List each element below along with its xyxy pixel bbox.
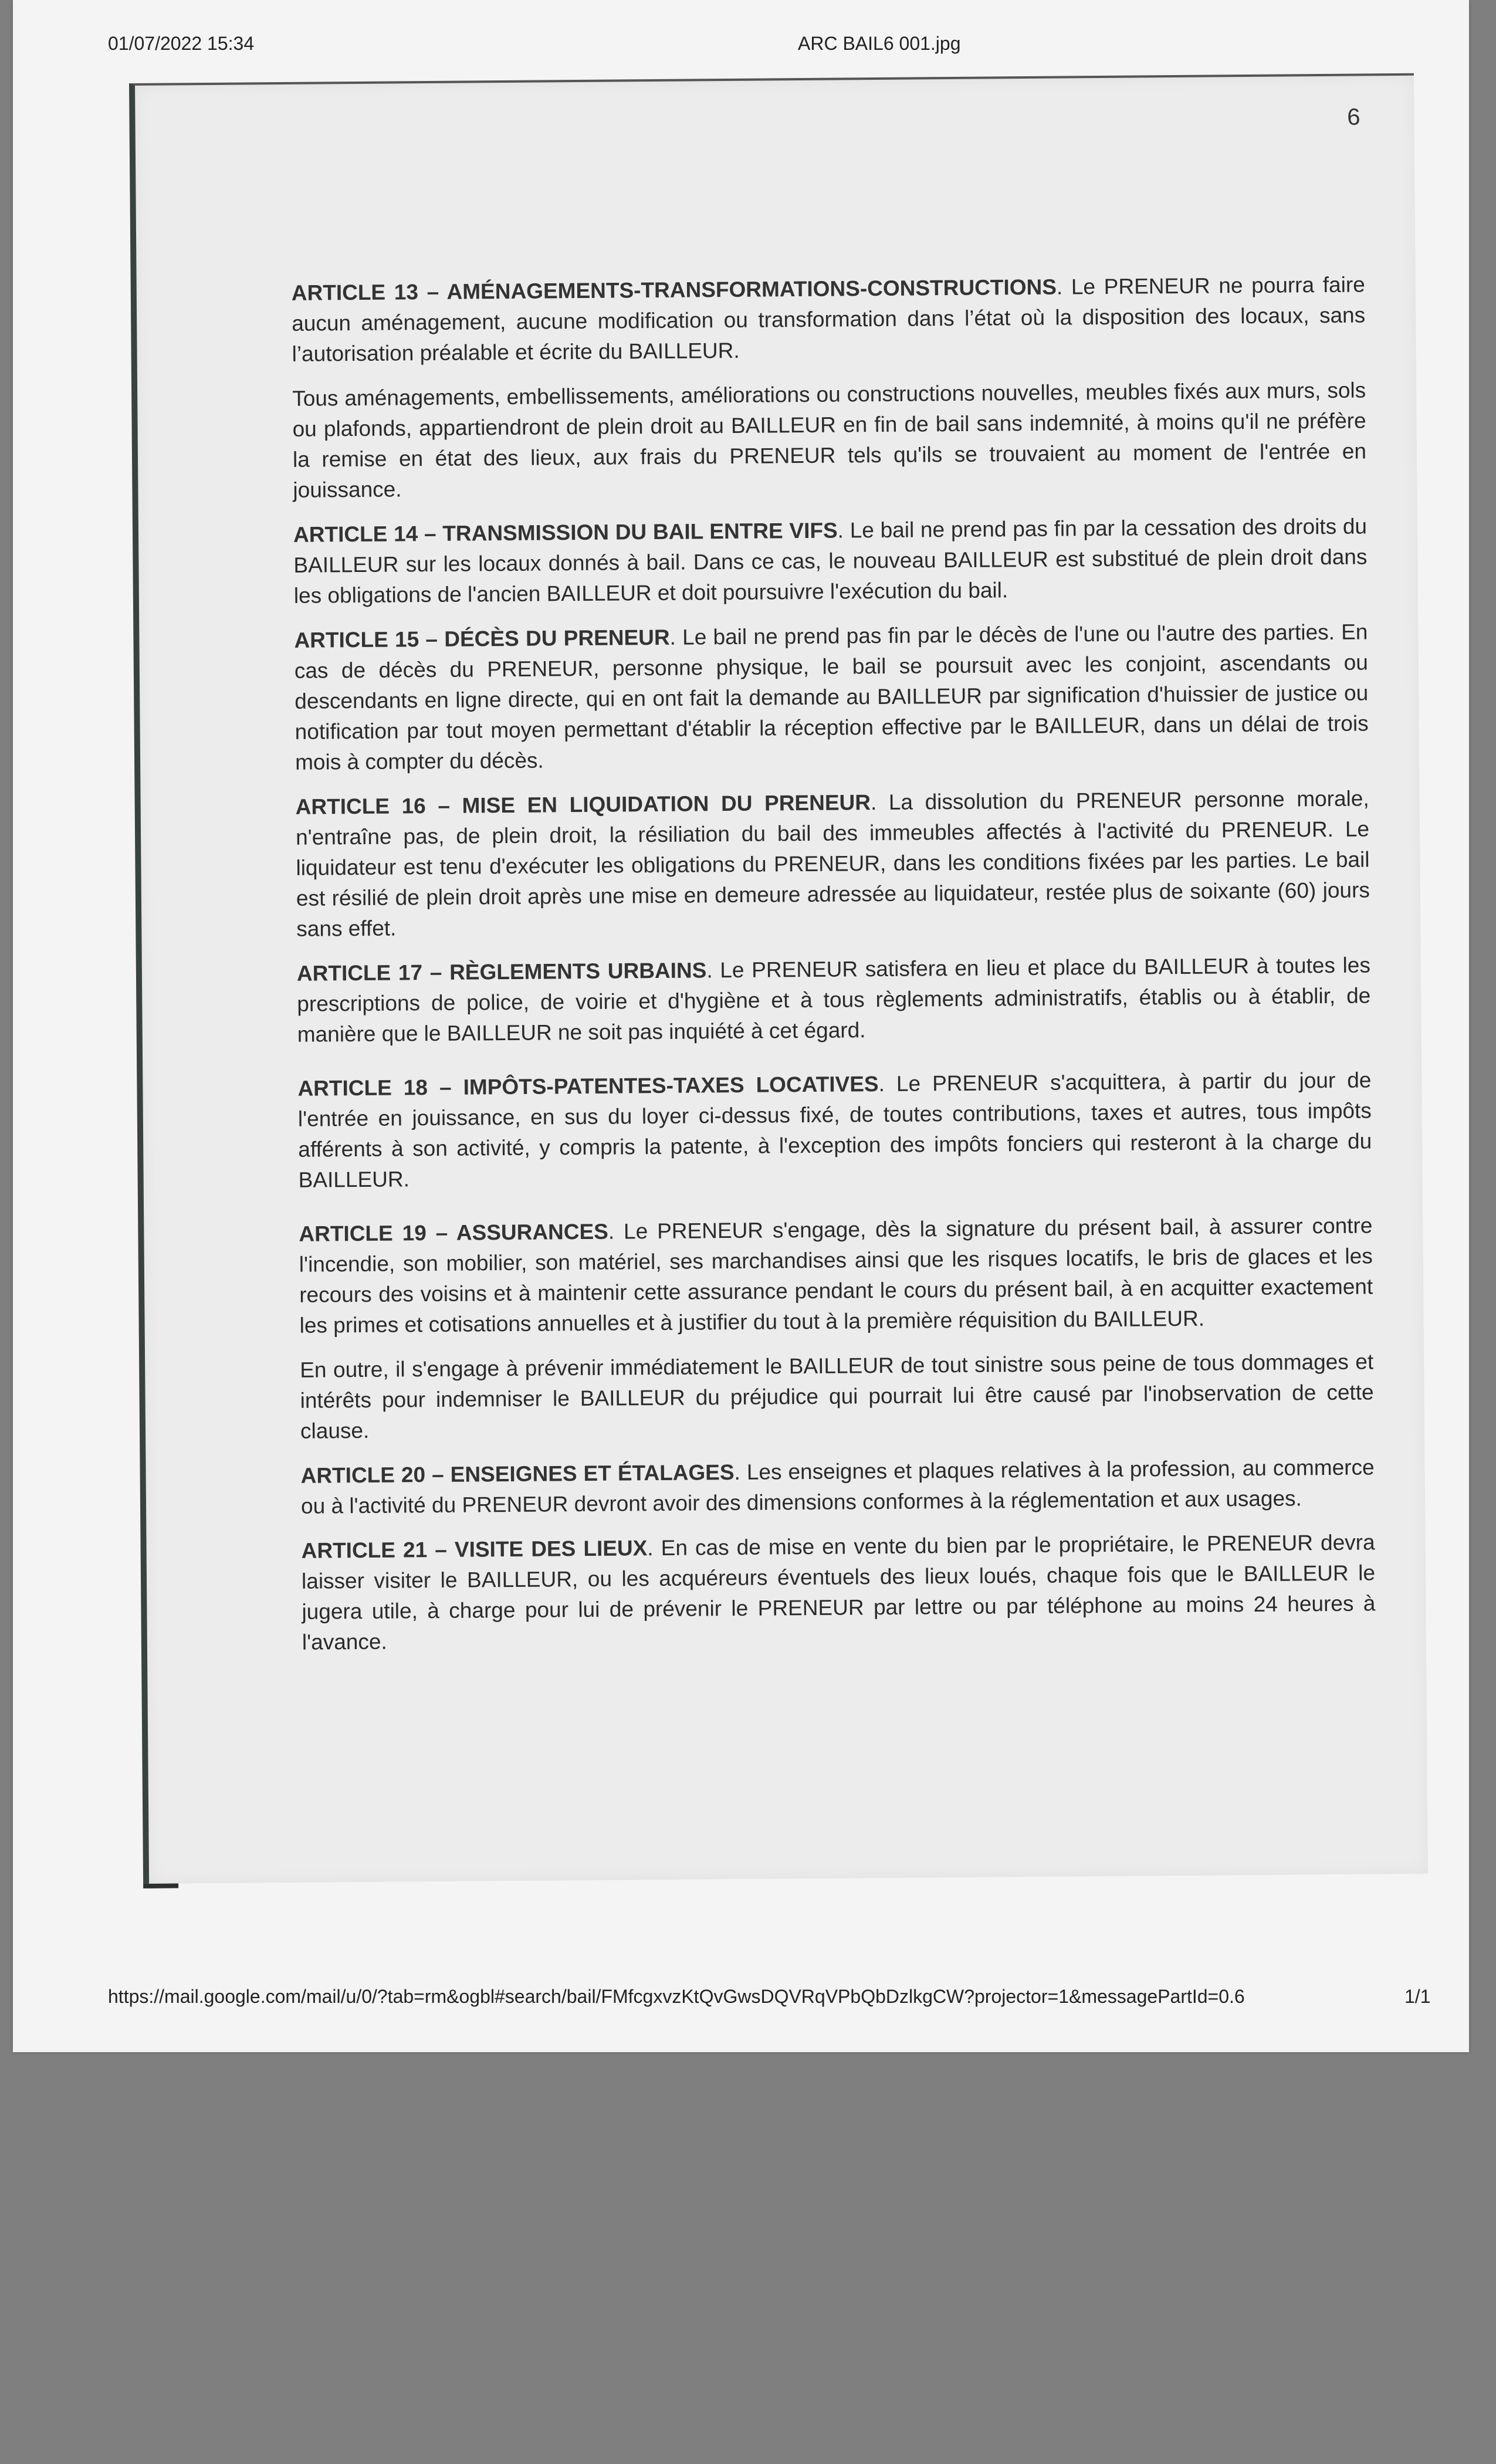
article-21-text: . En cas de mise en vente du bien par le propriétaire, le PRENEUR devra laisser visiter le BAILLEUR, ou les acquéreurs éventuels des lieux loués, chaque fois que le BAILLEUR le jugera utile, à charge pour lui de prévenir le PRENEUR par lettre ou par téléphone au moins 24 heures à l'avance. (301, 1530, 1376, 1654)
article-15-paragraph (294, 617, 1369, 777)
article-16-heading: ARTICLE 16 – MISE EN LIQUIDATION DU PRENEUR (295, 790, 871, 819)
article-13-paragraph-2 (292, 375, 1367, 505)
article-14-text: . Le bail ne prend pas fin par la cessation des droits du BAILLEUR sur les locaux donnés à bail. Dans ce cas, le nouveau BAILLEUR est substitué de plein droit dans les obligations de l'ancien BAILLEUR et doit poursuivre l'exécution du bail. (293, 514, 1368, 608)
article-13-text-2: Tous aménagements, embellissements, améliorations ou constructions nouvelles, meubles fixés aux murs, sols ou plafonds, appartiendront de plein droit au BAILLEUR en fin de bail sans indemnité, à moins qu'il ne préfère la remise en état des lieux, aux frais du PRENEUR tels qu'ils se trouvaient au moment de l'entrée en jouissance. (292, 378, 1367, 502)
article-20-text: . Les enseignes et plaques relatives à la profession, au commerce ou à l'activité du PRENEUR devront avoir des dimensions conformes à la réglementation et aux usages. (300, 1455, 1375, 1518)
article-17-heading: ARTICLE 17 – RÈGLEMENTS URBAINS (296, 958, 707, 986)
article-16-text: . La dissolution du PRENEUR personne morale, n'entraîne pas, de plein droit, la résiliation du bail des immeubles affectés à l'activité du PRENEUR. Le liquidateur est tenu d'exécuter les obligations du PRENEUR, dans les conditions fixées par les parties. Le bail est résilié de plein droit après une mise en demeure adressée au liquidateur, restée plus de soixante (60) jours sans effet. (295, 786, 1370, 941)
article-14-heading: ARTICLE 14 – TRANSMISSION DU BAIL ENTRE VIFS (293, 518, 838, 547)
article-13-heading: ARTICLE 13 – AMÉNAGEMENTS-TRANSFORMATIONS-CONSTRUCTIONS (291, 275, 1057, 305)
article-19-heading: ARTICLE 19 – ASSURANCES (299, 1219, 609, 1246)
article-21-paragraph (301, 1527, 1376, 1657)
article-14-paragraph (293, 511, 1368, 611)
article-21-heading: ARTICLE 21 – VISITE DES LIEUX (301, 1536, 648, 1563)
article-19-paragraph-2 (300, 1346, 1374, 1446)
article-15-text: . Le bail ne prend pas fin par le décès de l'une ou l'autre des parties. En cas de décès du PRENEUR, personne physique, le bail se poursuit avec les conjoint, ascendants ou descendants en ligne directe, qui en ont fait la demande au BAILLEUR par signification d'huissier de justice ou notification par tout moyen permettant d'établir la réception effective par le BAILLEUR, dans un délai de trois mois à compter du décès. (294, 620, 1369, 774)
article-13-paragraph (292, 269, 1366, 369)
article-19-paragraph (299, 1210, 1373, 1341)
article-15-heading: ARTICLE 15 – DÉCÈS DU PRENEUR (294, 625, 670, 652)
article-18-heading: ARTICLE 18 – IMPÔTS-PATENTES-TAXES LOCATIVES (297, 1072, 879, 1101)
article-17-paragraph (297, 950, 1371, 1050)
article-17-text: . Le PRENEUR satisfera en lieu et place du BAILLEUR à toutes les prescriptions de police, de voirie et d'hygiène et à tous règlements administratifs, établis ou à établir, de manière que le BAILLEUR ne soit pas inquiété à cet égard. (297, 953, 1371, 1047)
article-20-heading: ARTICLE 20 – ENSEIGNES ET ÉTALAGES (300, 1460, 735, 1488)
print-footer-url: https://mail.google.com/mail/u/0/?tab=rm&ogbl#search/bail/FMfcgxvzKtQvGwsDQVRqVPbQbDzlkgCW?projector=1&messagePartId=0.6 (108, 1986, 1245, 2007)
article-18-text: . Le PRENEUR s'acquittera, à partir du jour de l'entrée en jouissance, en sus du loyer ci-dessus fixé, de toutes contributions, taxes et autres, tous impôts afférents à son activité, y compris la patente, à l'exception des impôts fonciers qui resteront à la charge du BAILLEUR. (297, 1068, 1372, 1192)
article-16-paragraph (295, 783, 1370, 944)
print-datetime: 01/07/2022 15:34 (108, 33, 255, 54)
article-19-text-2: En outre, il s'engage à prévenir immédiatement le BAILLEUR de tout sinistre sous peine de tous dommages et intérêts pour indemniser le BAILLEUR du préjudice qui pourrait lui être causé par l'inobservation de cette clause. (300, 1349, 1374, 1443)
article-18-paragraph (297, 1065, 1372, 1195)
page-number: 6 (1347, 104, 1360, 130)
article-13-text: . Le PRENEUR ne pourra faire aucun aménagement, aucune modification ou transformation dans l’état où la disposition des locaux, sans l’autorisation préalable et écrite du BAILLEUR. (292, 272, 1366, 366)
print-file-title: ARC BAIL6 001.jpg (798, 33, 961, 54)
article-19-text: . Le PRENEUR s'engage, dès la signature du présent bail, à assurer contre l'incendie, son mobilier, son matériel, ses marchandises ainsi que les risques locatifs, le bris de glaces et les recours des voisins et à maintenir cette assurance pendant le cours du présent bail, à en acquitter exactement les primes et cotisations annuelles et à justifier du tout à la première réquisition du BAILLEUR. (299, 1213, 1373, 1338)
scanned-sheet (13, 0, 1469, 2052)
print-page-count: 1/1 (1404, 1986, 1431, 2007)
lease-page (129, 73, 1428, 1884)
article-20-paragraph (300, 1452, 1375, 1521)
article-body (292, 269, 1376, 1671)
